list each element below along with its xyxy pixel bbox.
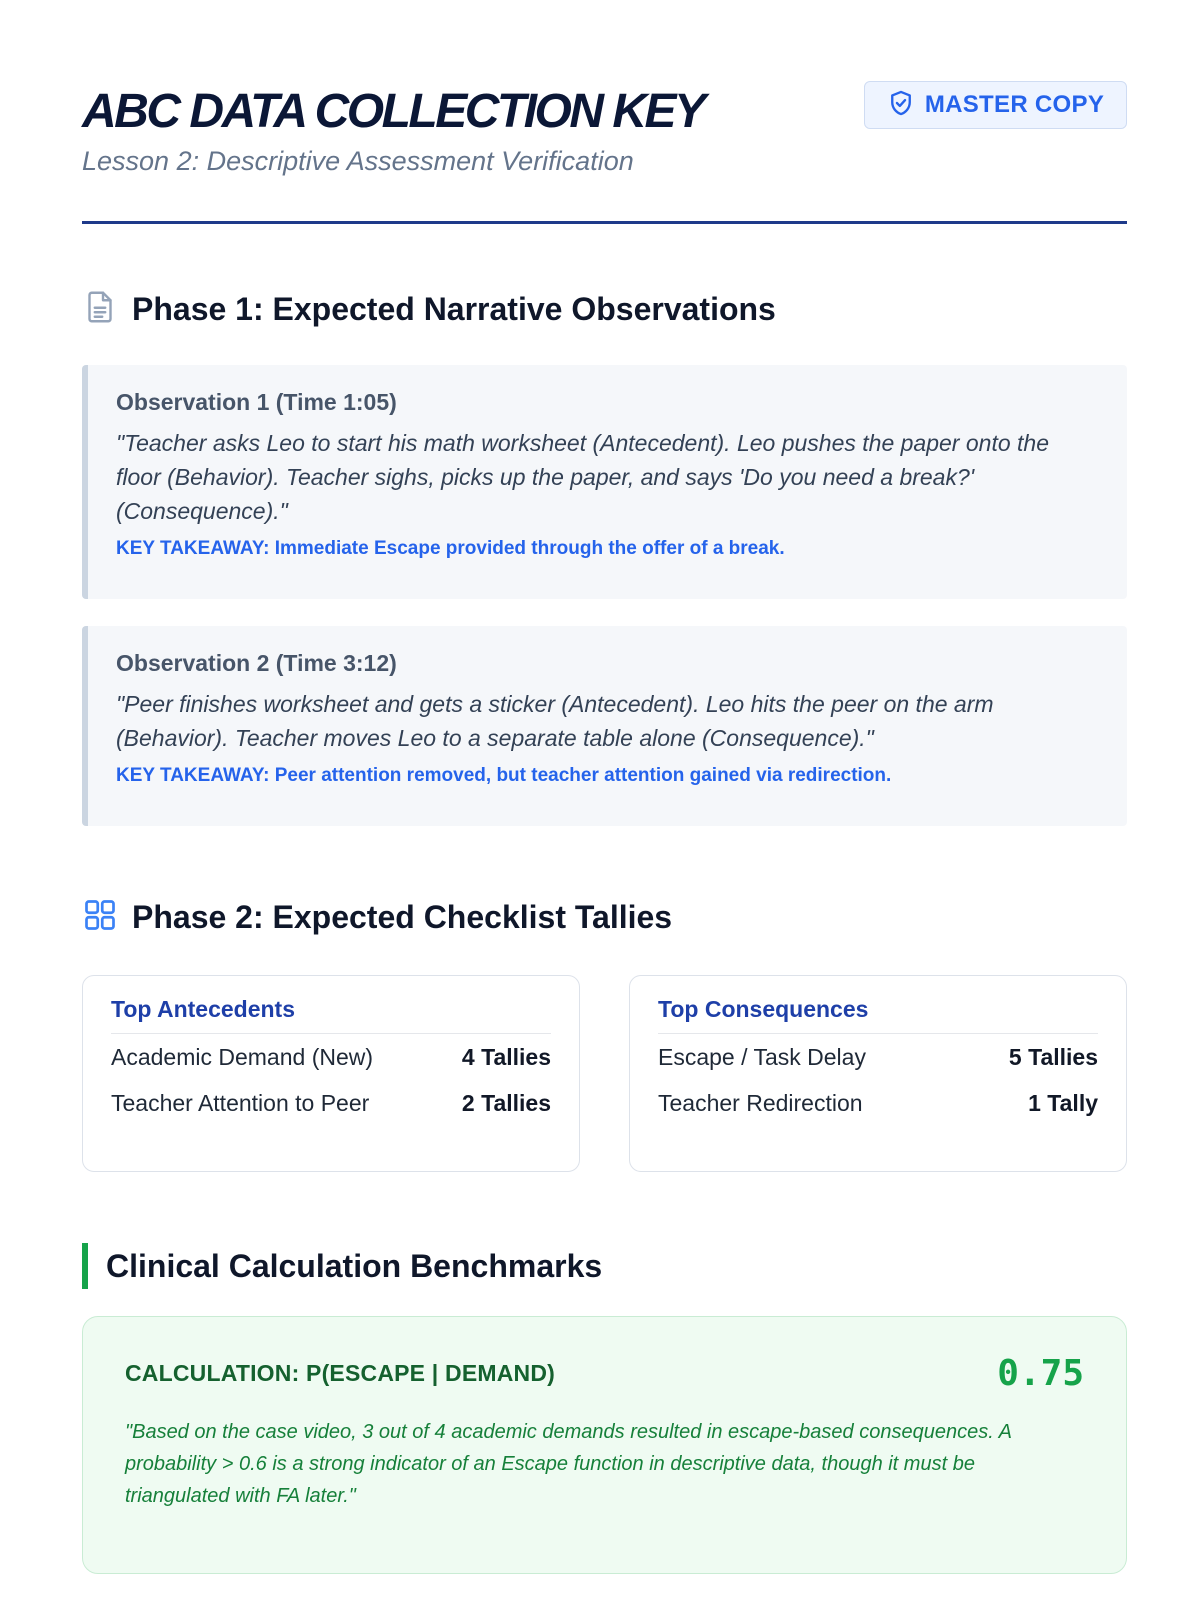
consequences-title: Top Consequences [658, 996, 1098, 1034]
tally-row [111, 1034, 551, 1080]
clinical-heading [82, 1243, 602, 1289]
tally-value: 5 Tallies [1008, 1043, 1098, 1070]
observation-takeaway: KEY TAKEAWAY: Peer attention removed, but teacher attention gained via redirection. [116, 765, 892, 786]
tally-value: 2 Tallies [461, 1089, 551, 1116]
tally-value: 1 Tally [1028, 1089, 1098, 1116]
tally-row [658, 1034, 1098, 1080]
phase1-heading [82, 289, 776, 330]
clinical-accent-bar [82, 1243, 88, 1289]
observation-title: Observation 2 (Time 3:12) [116, 650, 397, 676]
antecedents-title: Top Antecedents [111, 996, 551, 1034]
consequences-card [629, 975, 1127, 1172]
document-icon [82, 289, 118, 330]
grid-icon [82, 897, 118, 938]
phase1-title: Phase 1: Expected Narrative Observations [132, 291, 776, 327]
observation-text: "Peer finishes worksheet and gets a sticker (Antecedent). Leo hits the peer on the arm (Behavior). Teacher moves Leo to a separate table alone (Consequence)." [116, 691, 994, 751]
calculation-label: CALCULATION: P(ESCAPE | DEMAND) [125, 1360, 556, 1386]
antecedents-card [82, 975, 580, 1172]
tally-row [658, 1080, 1098, 1126]
tally-row [111, 1080, 551, 1126]
page-title: ABC DATA COLLECTION KEY [82, 85, 704, 138]
calculation-box [82, 1316, 1127, 1574]
observation-card [82, 626, 1127, 826]
tally-label: Teacher Redirection [658, 1089, 863, 1116]
page-subtitle: Lesson 2: Descriptive Assessment Verification [82, 146, 634, 176]
calculation-value: 0.75 [997, 1353, 1084, 1394]
calculation-row [125, 1353, 1084, 1394]
badge-label: MASTER COPY [924, 91, 1105, 118]
clinical-title: Clinical Calculation Benchmarks [106, 1247, 603, 1284]
master-copy-badge [864, 81, 1127, 129]
tally-label: Escape / Task Delay [658, 1043, 866, 1070]
header-divider [82, 221, 1127, 224]
calculation-note: "Based on the case video, 3 out of 4 academic demands resulted in escape-based consequences. A probability > 0.6 is a strong indicator of an Escape function in descriptive data, though it must be triangulated with FA later." [125, 1421, 1012, 1507]
observation-takeaway: KEY TAKEAWAY: Immediate Escape provided through the offer of a break. [116, 538, 785, 559]
observation-card [82, 365, 1127, 599]
tally-value: 4 Tallies [461, 1043, 551, 1070]
shield-check-icon [887, 89, 915, 122]
phase2-title: Phase 2: Expected Checklist Tallies [132, 899, 673, 935]
tally-label: Teacher Attention to Peer [111, 1089, 370, 1116]
phase2-heading [82, 897, 672, 938]
observation-text: "Teacher asks Leo to start his math worksheet (Antecedent). Leo pushes the paper onto the floor (Behavior). Teacher sighs, picks up the paper, and says 'Do you need a break?' (Consequence)." [116, 430, 1049, 524]
observation-title: Observation 1 (Time 1:05) [116, 389, 397, 415]
tally-label: Academic Demand (New) [111, 1043, 374, 1070]
